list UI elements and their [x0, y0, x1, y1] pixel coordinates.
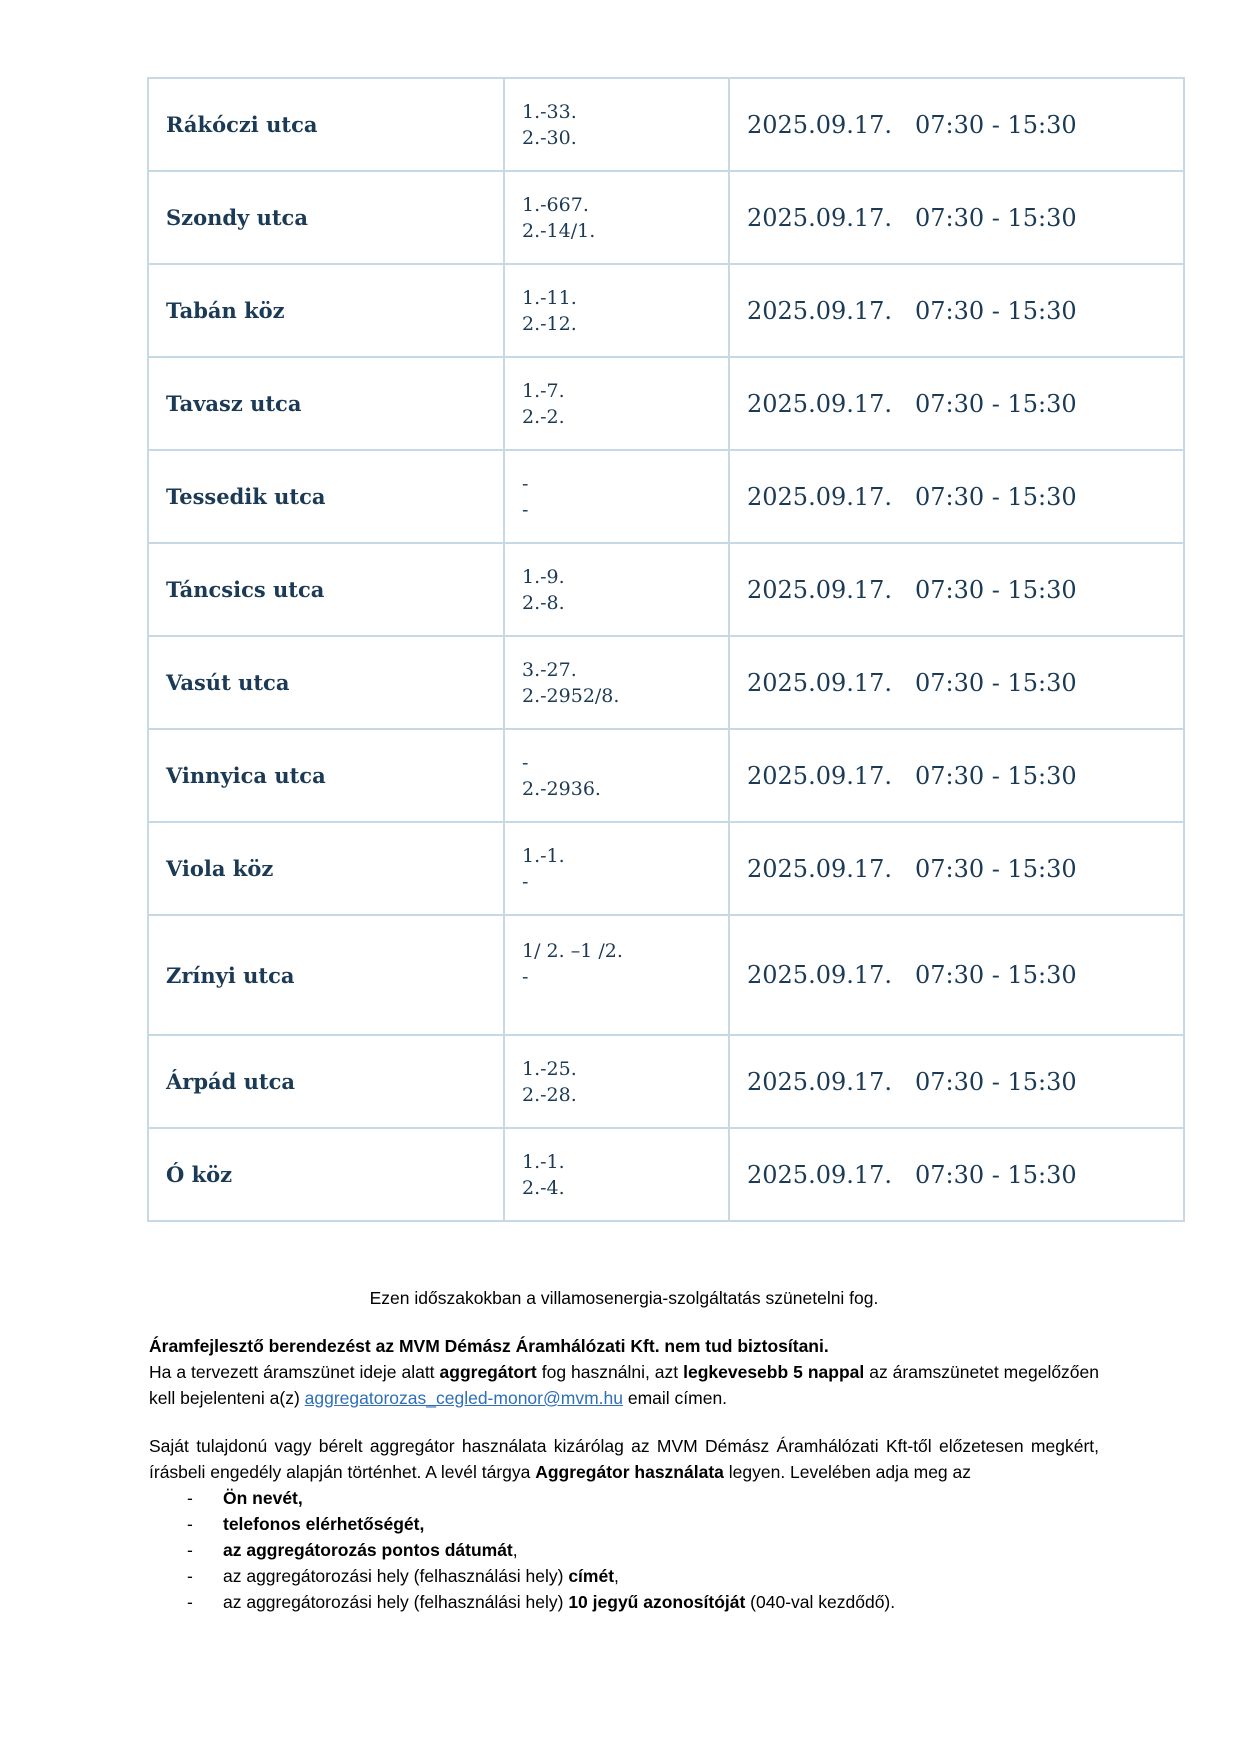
street-name: Zrínyi utca [148, 915, 504, 1035]
table-row [148, 729, 1184, 822]
outage-date: 2025.09.17. [747, 389, 893, 418]
street-name: Tessedik utca [148, 450, 504, 543]
outage-hours: 07:30 - 15:30 [914, 1067, 1077, 1096]
even-range: 2.-12. [522, 312, 577, 335]
odd-range: 1.-1. [522, 1150, 565, 1173]
text-span: , [512, 1540, 518, 1560]
outage-time [729, 543, 1184, 636]
outage-hours: 07:30 - 15:30 [914, 761, 1077, 790]
odd-range: 1.-33. [522, 100, 577, 123]
house-numbers [504, 543, 729, 636]
house-numbers [504, 1128, 729, 1221]
outage-date: 2025.09.17. [747, 1067, 893, 1096]
street-name: Viola köz [148, 822, 504, 915]
table-row [148, 450, 1184, 543]
street-name: Szondy utca [148, 171, 504, 264]
even-range: 2.-2. [522, 405, 565, 428]
table-row [148, 264, 1184, 357]
generator-reporting-paragraph [149, 1359, 1099, 1411]
even-range: 2.-14/1. [522, 219, 596, 242]
required-details-list [149, 1485, 1099, 1615]
odd-range: - [522, 472, 529, 495]
email-link[interactable]: aggregatorozas_cegled-monor@mvm.hu [304, 1388, 623, 1408]
text-span: Saját tulajdonú vagy bérelt aggregátor használata kizárólag az MVM Démász Áramhálózati Kft-től előzetesen megkért, írásbeli engedély alapján történhet. A levél tárgya [149, 1436, 1099, 1482]
outage-hours: 07:30 - 15:30 [914, 1160, 1077, 1189]
outage-time [729, 822, 1184, 915]
outage-hours: 07:30 - 15:30 [914, 854, 1077, 883]
table-row [148, 357, 1184, 450]
outage-time [729, 78, 1184, 171]
list-item [149, 1563, 1099, 1589]
text-span: , [614, 1566, 619, 1586]
text-span: (040-val kezdődő). [745, 1592, 896, 1612]
outage-hours: 07:30 - 15:30 [914, 110, 1077, 139]
text-span: Ha a tervezett áramszünet ideje alatt [149, 1362, 440, 1382]
even-range: 2.-30. [522, 126, 577, 149]
outage-hours: 07:30 - 15:30 [914, 961, 1077, 989]
odd-range: 1.-9. [522, 565, 565, 588]
outage-time [729, 450, 1184, 543]
street-name: Vinnyica utca [148, 729, 504, 822]
odd-range: 3.-27. [522, 658, 577, 681]
even-range: 2.-4. [522, 1176, 565, 1199]
house-numbers [504, 915, 729, 1035]
street-name: Ó köz [148, 1128, 504, 1221]
list-dash: - [187, 1514, 193, 1534]
even-range: - [522, 498, 529, 521]
outage-date: 2025.09.17. [747, 668, 893, 697]
even-range: 2.-2936. [522, 777, 601, 800]
odd-range: 1.-667. [522, 193, 589, 216]
outage-time [729, 915, 1184, 1035]
house-numbers [504, 1035, 729, 1128]
outage-date: 2025.09.17. [747, 575, 893, 604]
list-dash: - [187, 1488, 193, 1508]
table-row [148, 822, 1184, 915]
list-item [149, 1485, 1099, 1511]
street-name: Vasút utca [148, 636, 504, 729]
list-dash: - [187, 1566, 193, 1586]
list-item [149, 1537, 1099, 1563]
list-item-text: az aggregátorozás pontos dátumát [223, 1540, 513, 1560]
emphasis-deadline: legkevesebb 5 nappal [683, 1362, 865, 1382]
house-numbers [504, 171, 729, 264]
emphasis-subject: Aggregátor használata [535, 1462, 724, 1482]
outage-hours: 07:30 - 15:30 [914, 389, 1077, 418]
table-row [148, 1128, 1184, 1221]
emphasis-identifier: 10 jegyű azonosítóját [568, 1592, 746, 1612]
outage-hours: 07:30 - 15:30 [914, 203, 1077, 232]
list-item [149, 1511, 1099, 1537]
house-numbers [504, 357, 729, 450]
outage-date: 2025.09.17. [747, 761, 893, 790]
table-row [148, 543, 1184, 636]
outage-time [729, 636, 1184, 729]
odd-range: - [522, 751, 529, 774]
spacer [149, 1411, 1099, 1433]
list-item-text: az aggregátorozási hely (felhasználási hely) [223, 1592, 569, 1612]
odd-range: 1.-11. [522, 286, 577, 309]
odd-range: 1.-7. [522, 379, 565, 402]
odd-range: 1.-1. [522, 844, 565, 867]
text-span: email címen. [622, 1388, 728, 1408]
text-span: legyen. Levelében adja meg az [723, 1462, 972, 1482]
outage-date: 2025.09.17. [747, 854, 893, 883]
list-item-text: telefonos elérhetőségét, [223, 1514, 425, 1534]
house-numbers [504, 450, 729, 543]
street-name: Árpád utca [148, 1035, 504, 1128]
text-span: fog használni, azt [536, 1362, 684, 1382]
permission-paragraph [149, 1433, 1099, 1485]
table-row [148, 78, 1184, 171]
outage-time [729, 264, 1184, 357]
emphasis-address: címét [568, 1566, 615, 1586]
outage-hours: 07:30 - 15:30 [914, 296, 1077, 325]
street-name: Tabán köz [148, 264, 504, 357]
table-row [148, 171, 1184, 264]
no-generator-notice: Áramfejlesztő berendezést az MVM Démász Áramhálózati Kft. nem tud biztosítani. [149, 1336, 829, 1356]
odd-range: 1.-25. [522, 1057, 577, 1080]
list-item [149, 1589, 1099, 1615]
text-span: az áramszünetet megelőzően kell bejelenteni a(z) [149, 1362, 1100, 1408]
house-numbers [504, 78, 729, 171]
outage-hours: 07:30 - 15:30 [914, 668, 1077, 697]
even-range: 2.-2952/8. [522, 684, 620, 707]
outage-time [729, 729, 1184, 822]
even-range: 2.-28. [522, 1083, 577, 1106]
house-numbers [504, 264, 729, 357]
even-range: - [522, 870, 529, 893]
house-numbers [504, 822, 729, 915]
outage-schedule-table [147, 77, 1185, 1222]
interruption-notice: Ezen időszakokban a villamosenergia-szolgáltatás szünetelni fog. [369, 1288, 879, 1308]
outage-hours: 07:30 - 15:30 [914, 575, 1077, 604]
list-item-text: Ön nevét, [223, 1488, 303, 1508]
table-row [148, 1035, 1184, 1128]
house-numbers [504, 729, 729, 822]
outage-date: 2025.09.17. [747, 203, 893, 232]
odd-range: 1/ 2. –1 /2. [522, 940, 623, 962]
street-name: Tavasz utca [148, 357, 504, 450]
outage-date: 2025.09.17. [747, 961, 893, 989]
house-numbers [504, 636, 729, 729]
even-range: 2.-8. [522, 591, 565, 614]
list-item-text: az aggregátorozási hely (felhasználási hely) [223, 1566, 569, 1586]
outage-hours: 07:30 - 15:30 [914, 482, 1077, 511]
outage-date: 2025.09.17. [747, 482, 893, 511]
table-row [148, 636, 1184, 729]
list-dash: - [187, 1592, 193, 1612]
outage-time [729, 357, 1184, 450]
outage-time [729, 1128, 1184, 1221]
outage-date: 2025.09.17. [747, 1160, 893, 1189]
notice-section [149, 1285, 1099, 1615]
outage-date: 2025.09.17. [747, 110, 893, 139]
list-dash: - [187, 1540, 193, 1560]
emphasis-aggregator: aggregátort [439, 1362, 537, 1382]
street-name: Táncsics utca [148, 543, 504, 636]
street-name: Rákóczi utca [148, 78, 504, 171]
outage-time [729, 1035, 1184, 1128]
table-row [148, 915, 1184, 1035]
outage-date: 2025.09.17. [747, 296, 893, 325]
outage-time [729, 171, 1184, 264]
even-range: - [522, 966, 529, 988]
